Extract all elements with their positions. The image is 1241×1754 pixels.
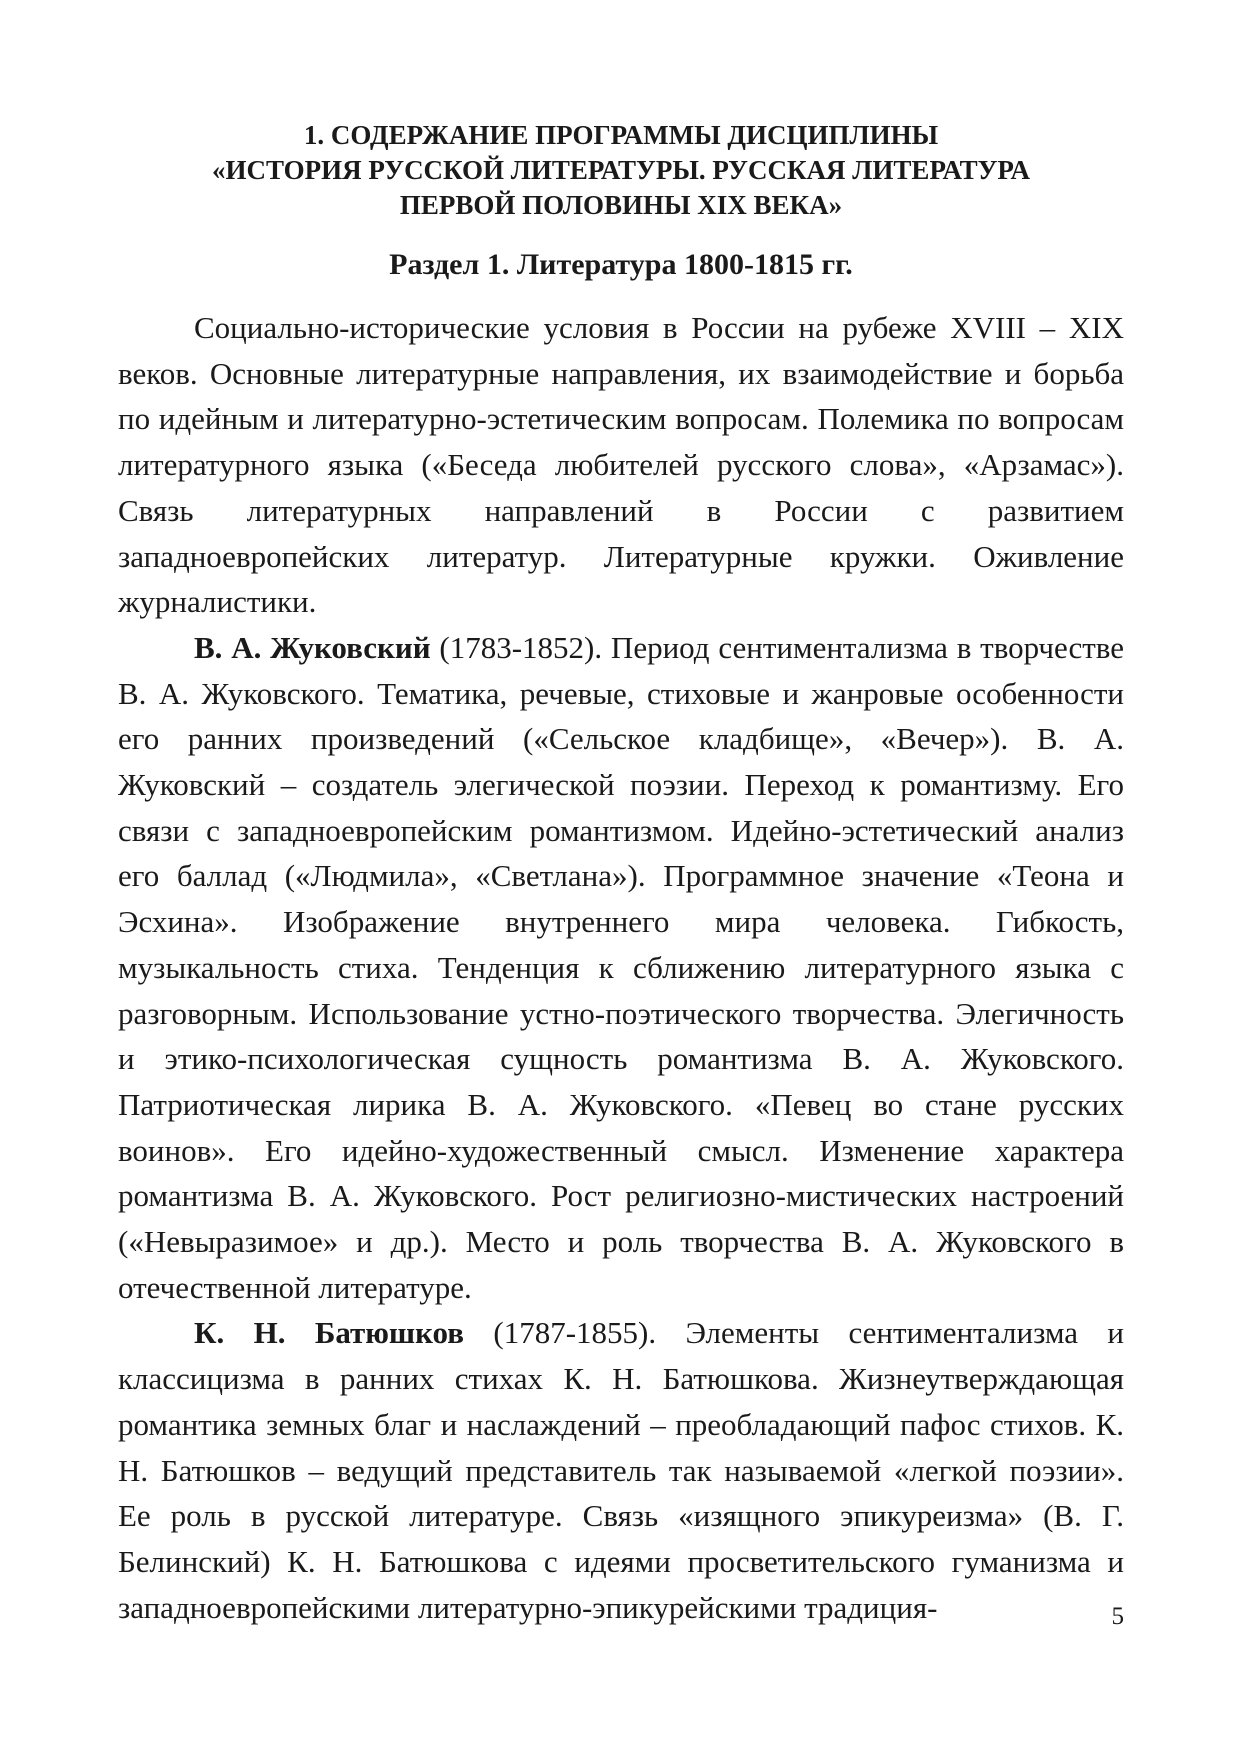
chapter-heading-line-2: «ИСТОРИЯ РУССКОЙ ЛИТЕРАТУРЫ. РУССКАЯ ЛИТЕРАТУРА xyxy=(212,155,1030,185)
paragraph-intro: Социально-исторические условия в России на рубеже XVIII – XIX веков. Основные литературные направления, их взаимодействие и борьба по идейным и литературно-эстетическим вопросам. Полемика по вопросам литературного языка («Беседа любителей русского слова», «Арзамас»). Связь литературных направлений в России с развитием западноевропейских литератур. Литературные кружки. Оживление журналистики. xyxy=(118,310,1124,620)
body-text xyxy=(118,305,1124,1630)
paragraph-batyushkov xyxy=(118,1310,1124,1630)
author-name-zhukovsky: В. А. Жуковский xyxy=(194,629,431,665)
paragraph-zhukovsky-text: (1783-1852). Период сентиментализма в творчестве В. А. Жуковского. Тематика, речевые, стиховые и жанровые особенности его ранних произведений («Сельское кладбище», «Вечер»). В. А. Жуковский – создатель элегической поэзии. Переход к романтизму. Его связи с западноевропейским романтизмом. Идейно-эстетический анализ его баллад («Людмила», «Светлана»). Программное значение «Теона и Эсхина». Изображение внутреннего мира человека. Гибкость, музыкальность стиха. Тенденция к сближению литературного языка с разговорным. Использование устно-поэтического творчества. Элегичность и этико-психологическая сущность романтизма В. А. Жуковского. Патриотическая лирика В. А. Жуковского. «Певец во стане русских воинов». Его идейно-художественный смысл. Изменение характера романтизма В. А. Жуковского. Рост религиозно-мистических настроений («Невыразимое» и др.). Место и роль творчества В. А. Жуковского в отечественной литературе. xyxy=(118,629,1125,1305)
page-content xyxy=(118,118,1124,1630)
section-title: Раздел 1. Литература 1800-1815 гг. xyxy=(389,248,853,281)
chapter-heading xyxy=(118,118,1124,223)
chapter-heading-line-1: 1. СОДЕРЖАНИЕ ПРОГРАММЫ ДИСЦИПЛИНЫ xyxy=(303,120,939,150)
paragraph-batyushkov-text: (1787-1855). Элементы сентиментализма и классицизма в ранних стихах К. Н. Батюшкова. Жизнеутверждающая романтика земных благ и наслаждений – преобладающий пафос стихов. К. Н. Батюшков – ведущий представитель так называемой «легкой поэзии». Ее роль в русской литературе. Связь «изящного эпикуреизма» (В. Г. Белинский) К. Н. Батюшкова с идеями просветительского гуманизма и западноевропейскими литературно-эпикурейскими традиция- xyxy=(118,1315,1125,1625)
paragraph-zhukovsky xyxy=(118,625,1124,1311)
page-number: 5 xyxy=(1111,1603,1124,1630)
author-name-batyushkov: К. Н. Батюшков xyxy=(194,1315,465,1351)
chapter-heading-line-3: ПЕРВОЙ ПОЛОВИНЫ XIX ВЕКА» xyxy=(399,190,843,220)
